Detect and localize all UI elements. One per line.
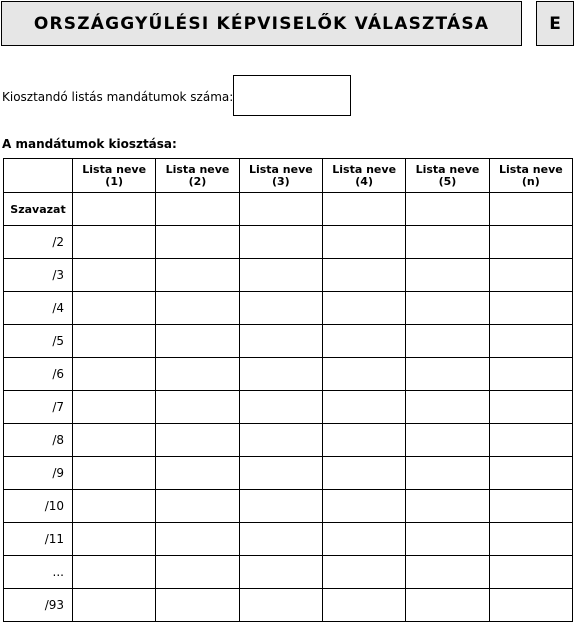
entry-cell[interactable] <box>156 490 239 523</box>
row-label: /5 <box>4 325 73 358</box>
table-row <box>4 424 573 457</box>
entry-cell[interactable] <box>156 358 239 391</box>
entry-cell[interactable] <box>489 556 572 589</box>
entry-cell[interactable] <box>322 391 405 424</box>
entry-cell[interactable] <box>73 325 156 358</box>
entry-cell[interactable] <box>322 325 405 358</box>
entry-cell[interactable] <box>489 457 572 490</box>
row-label: /2 <box>4 226 73 259</box>
entry-cell[interactable] <box>156 424 239 457</box>
entry-cell[interactable] <box>73 259 156 292</box>
entry-cell[interactable] <box>406 226 489 259</box>
column-header-name: Lista neve <box>332 162 397 176</box>
entry-cell[interactable] <box>73 292 156 325</box>
entry-cell[interactable] <box>322 358 405 391</box>
entry-cell[interactable] <box>73 226 156 259</box>
entry-cell[interactable] <box>406 490 489 523</box>
entry-cell[interactable] <box>156 226 239 259</box>
form-title: ORSZÁGGYŰLÉSI KÉPVISELŐK VÁLASZTÁSA <box>33 13 490 34</box>
row-label: /93 <box>4 589 73 622</box>
seat-count-field[interactable] <box>233 75 351 116</box>
entry-cell[interactable] <box>156 457 239 490</box>
column-header <box>489 159 572 193</box>
entry-cell[interactable] <box>406 391 489 424</box>
entry-cell[interactable] <box>406 358 489 391</box>
column-header-index: (3) <box>271 174 290 188</box>
entry-cell[interactable] <box>489 391 572 424</box>
table-row <box>4 556 573 589</box>
entry-cell[interactable] <box>156 589 239 622</box>
table-row <box>4 358 573 391</box>
entry-cell[interactable] <box>73 424 156 457</box>
entry-cell[interactable] <box>322 226 405 259</box>
row-label: /10 <box>4 490 73 523</box>
entry-cell[interactable] <box>239 193 322 226</box>
entry-cell[interactable] <box>406 556 489 589</box>
column-header <box>239 159 322 193</box>
entry-cell[interactable] <box>156 523 239 556</box>
column-header-index: (1) <box>105 174 124 188</box>
entry-cell[interactable] <box>73 523 156 556</box>
row-label: /11 <box>4 523 73 556</box>
entry-cell[interactable] <box>322 523 405 556</box>
entry-cell[interactable] <box>156 391 239 424</box>
column-header-name: Lista neve <box>415 162 480 176</box>
entry-cell[interactable] <box>489 490 572 523</box>
table-row <box>4 325 573 358</box>
entry-cell[interactable] <box>406 193 489 226</box>
entry-cell[interactable] <box>406 325 489 358</box>
form-header <box>1 1 522 46</box>
entry-cell[interactable] <box>239 325 322 358</box>
allocation-table <box>3 158 573 622</box>
column-header-index: (5) <box>438 174 457 188</box>
entry-cell[interactable] <box>73 193 156 226</box>
row-label: /8 <box>4 424 73 457</box>
entry-cell[interactable] <box>489 226 572 259</box>
entry-cell[interactable] <box>406 589 489 622</box>
entry-cell[interactable] <box>322 424 405 457</box>
entry-cell[interactable] <box>322 259 405 292</box>
entry-cell[interactable] <box>239 523 322 556</box>
entry-cell[interactable] <box>489 193 572 226</box>
entry-cell[interactable] <box>406 424 489 457</box>
row-label: /7 <box>4 391 73 424</box>
entry-cell[interactable] <box>239 457 322 490</box>
row-label: /9 <box>4 457 73 490</box>
entry-cell[interactable] <box>156 325 239 358</box>
entry-cell[interactable] <box>489 292 572 325</box>
entry-cell[interactable] <box>156 259 239 292</box>
corner-cell <box>4 159 73 193</box>
entry-cell[interactable] <box>239 424 322 457</box>
table-row <box>4 193 573 226</box>
row-label: Szavazat <box>4 193 73 226</box>
entry-cell[interactable] <box>322 490 405 523</box>
entry-cell[interactable] <box>73 589 156 622</box>
table-row <box>4 589 573 622</box>
column-header <box>322 159 405 193</box>
column-header-index: (2) <box>188 174 207 188</box>
entry-cell[interactable] <box>322 292 405 325</box>
row-label: /4 <box>4 292 73 325</box>
entry-cell[interactable] <box>239 358 322 391</box>
entry-cell[interactable] <box>489 325 572 358</box>
entry-cell[interactable] <box>239 490 322 523</box>
column-header <box>156 159 239 193</box>
entry-cell[interactable] <box>156 556 239 589</box>
entry-cell[interactable] <box>406 259 489 292</box>
row-label: /3 <box>4 259 73 292</box>
entry-cell[interactable] <box>156 193 239 226</box>
allocation-title: A mandátumok kiosztása: <box>2 137 177 151</box>
entry-cell[interactable] <box>406 523 489 556</box>
table-row <box>4 292 573 325</box>
column-header <box>406 159 489 193</box>
table-row <box>4 391 573 424</box>
entry-cell[interactable] <box>239 259 322 292</box>
entry-cell[interactable] <box>239 391 322 424</box>
column-header <box>73 159 156 193</box>
entry-cell[interactable] <box>239 226 322 259</box>
row-label: /6 <box>4 358 73 391</box>
entry-cell[interactable] <box>73 457 156 490</box>
column-header-name: Lista neve <box>498 162 563 176</box>
table-row <box>4 259 573 292</box>
table-row <box>4 226 573 259</box>
column-header-name: Lista neve <box>165 162 230 176</box>
entry-cell[interactable] <box>406 292 489 325</box>
form-code-letter: E <box>549 13 561 34</box>
table-row <box>4 457 573 490</box>
column-header-name: Lista neve <box>248 162 313 176</box>
entry-cell[interactable] <box>322 556 405 589</box>
entry-cell[interactable] <box>239 556 322 589</box>
entry-cell[interactable] <box>322 457 405 490</box>
entry-cell[interactable] <box>406 457 489 490</box>
table-row <box>4 523 573 556</box>
entry-cell[interactable] <box>73 556 156 589</box>
entry-cell[interactable] <box>489 589 572 622</box>
entry-cell[interactable] <box>489 358 572 391</box>
column-header-index: (n) <box>521 174 540 188</box>
entry-cell[interactable] <box>73 490 156 523</box>
entry-cell[interactable] <box>156 292 239 325</box>
seat-count-label: Kiosztandó listás mandátumok száma: <box>2 90 234 104</box>
entry-cell[interactable] <box>489 424 572 457</box>
allocation-header-row <box>4 159 573 193</box>
entry-cell[interactable] <box>489 259 572 292</box>
entry-cell[interactable] <box>239 589 322 622</box>
column-header-name: Lista neve <box>82 162 147 176</box>
entry-cell[interactable] <box>239 292 322 325</box>
entry-cell[interactable] <box>322 193 405 226</box>
row-label: ... <box>4 556 73 589</box>
column-header-index: (4) <box>355 174 373 188</box>
entry-cell[interactable] <box>73 358 156 391</box>
entry-cell[interactable] <box>73 391 156 424</box>
entry-cell[interactable] <box>489 523 572 556</box>
table-row <box>4 490 573 523</box>
entry-cell[interactable] <box>322 589 405 622</box>
form-code <box>536 1 574 46</box>
